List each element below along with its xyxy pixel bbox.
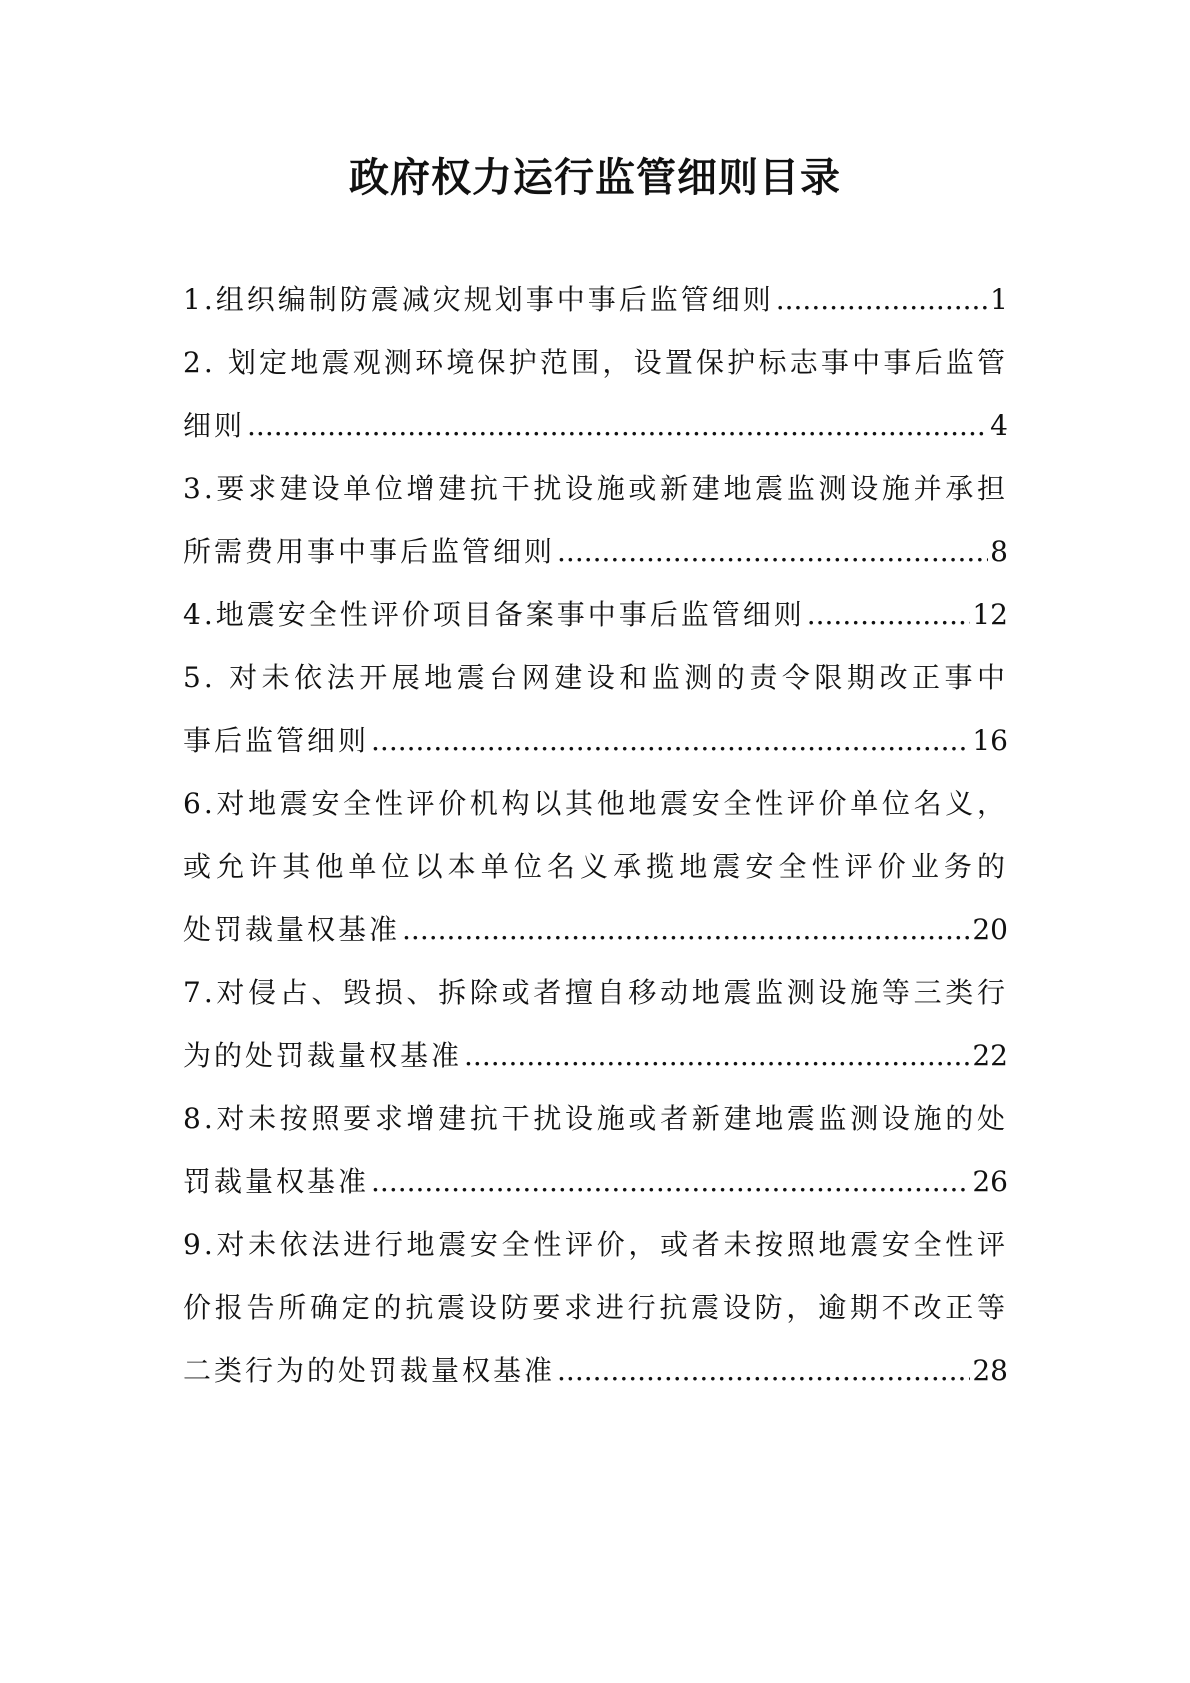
toc-page-number: 26 xyxy=(972,1165,1008,1198)
toc-line: 2. 划定地震观测环境保护范围，设置保护标志事中事后监管 xyxy=(183,346,1008,379)
toc-entry-title: 为的处罚裁量权基准 xyxy=(183,1039,463,1072)
toc-page-number: 12 xyxy=(972,598,1008,631)
toc-entry-title: 事后监管细则 xyxy=(183,724,370,757)
toc-line: 8.对未按照要求增建抗干扰设施或者新建地震监测设施的处 xyxy=(183,1102,1008,1135)
toc-leader-dots xyxy=(371,1150,970,1213)
toc-entry-4[interactable] xyxy=(183,583,1008,646)
toc-page-number: 1 xyxy=(990,283,1008,316)
toc-page-number: 20 xyxy=(972,913,1008,946)
toc-page-number: 4 xyxy=(990,409,1008,442)
toc-line xyxy=(183,1024,1008,1087)
toc-line: 5. 对未依法开展地震台网建设和监测的责令限期改正事中 xyxy=(183,661,1008,694)
toc-entry-3[interactable] xyxy=(183,457,1008,583)
toc-entry-5[interactable] xyxy=(183,646,1008,772)
toc-entry-9[interactable] xyxy=(183,1213,1008,1402)
toc-entry-title: 1.组织编制防震减灾规划事中事后监管细则 xyxy=(183,283,774,316)
toc-entry-title: 细则 xyxy=(183,409,246,442)
toc-line: 或允许其他单位以本单位名义承揽地震安全性评价业务的 xyxy=(183,850,1008,883)
toc-page-number: 28 xyxy=(972,1354,1008,1387)
table-of-contents xyxy=(183,268,1008,1402)
toc-line xyxy=(183,1150,1008,1213)
toc-entry-7[interactable] xyxy=(183,961,1008,1087)
toc-line xyxy=(183,394,1008,457)
toc-entry-title: 所需费用事中事后监管细则 xyxy=(183,535,556,568)
toc-page-number: 22 xyxy=(972,1039,1008,1072)
toc-line: 7.对侵占、毁损、拆除或者擅自移动地震监测设施等三类行 xyxy=(183,976,1008,1009)
toc-line xyxy=(183,583,1008,646)
toc-entry-2[interactable] xyxy=(183,331,1008,457)
toc-entry-8[interactable] xyxy=(183,1087,1008,1213)
toc-entry-6[interactable] xyxy=(183,772,1008,961)
toc-line xyxy=(183,1339,1008,1402)
toc-leader-dots xyxy=(371,709,970,772)
toc-entry-1[interactable] xyxy=(183,268,1008,331)
toc-line: 9.对未依法进行地震安全性评价，或者未按照地震安全性评 xyxy=(183,1228,1008,1261)
toc-leader-dots xyxy=(402,898,970,961)
toc-leader-dots xyxy=(776,268,988,331)
toc-leader-dots xyxy=(807,583,971,646)
toc-leader-dots xyxy=(464,1024,970,1087)
toc-entry-title: 处罚裁量权基准 xyxy=(183,913,401,946)
toc-leader-dots xyxy=(557,520,988,583)
toc-line xyxy=(183,268,1008,331)
page-title: 政府权力运行监管细则目录 xyxy=(349,154,841,201)
toc-entry-title: 罚裁量权基准 xyxy=(183,1165,370,1198)
toc-entry-title: 二类行为的处罚裁量权基准 xyxy=(183,1354,556,1387)
toc-page-number: 8 xyxy=(990,535,1008,568)
toc-line xyxy=(183,898,1008,961)
toc-line: 价报告所确定的抗震设防要求进行抗震设防，逾期不改正等 xyxy=(183,1291,1008,1324)
toc-page-number: 16 xyxy=(972,724,1008,757)
toc-leader-dots xyxy=(557,1339,970,1402)
toc-entry-title: 4.地震安全性评价项目备案事中事后监管细则 xyxy=(183,598,805,631)
toc-leader-dots xyxy=(247,394,988,457)
toc-line xyxy=(183,709,1008,772)
toc-line: 6.对地震安全性评价机构以其他地震安全性评价单位名义， xyxy=(183,787,1008,820)
toc-line xyxy=(183,520,1008,583)
toc-line: 3.要求建设单位增建抗干扰设施或新建地震监测设施并承担 xyxy=(183,472,1008,505)
